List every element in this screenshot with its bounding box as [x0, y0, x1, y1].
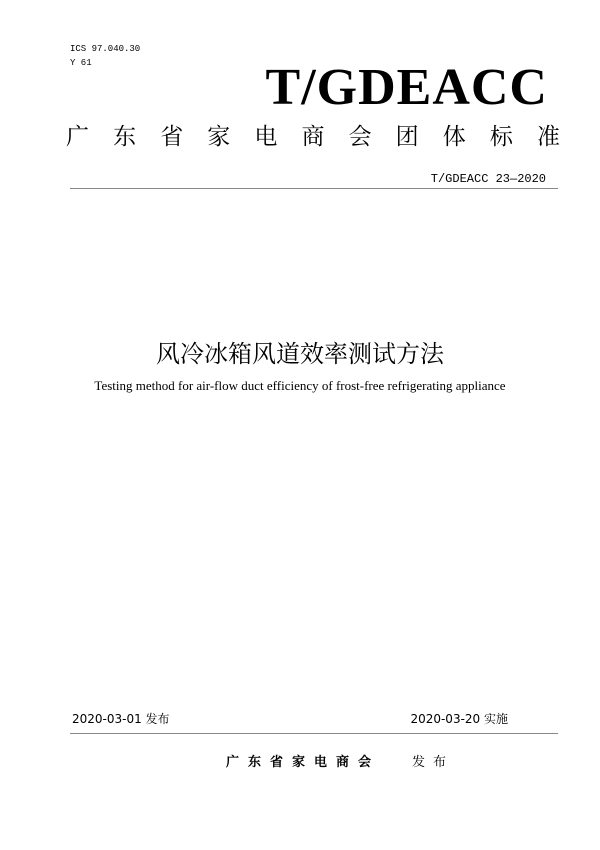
org-char: 会 [348, 124, 372, 150]
publish-date: 2020-03-01 发布 [72, 712, 170, 726]
publisher: 广东省家电商会 [226, 755, 381, 770]
org-char: 东 [113, 124, 137, 150]
footer-divider [70, 733, 558, 734]
implementation-date: 2020-03-20 实施 [410, 712, 508, 726]
org-char: 电 [254, 124, 278, 150]
org-char: 家 [207, 124, 231, 150]
document-subtitle-english: Testing method for air-flow duct efficiency of frost-free refrigerating appliance [94, 378, 506, 393]
organization-standard-title [66, 126, 560, 149]
org-char: 标 [489, 124, 513, 150]
org-char: 省 [160, 124, 184, 150]
org-char: 体 [442, 124, 466, 150]
standard-logo: T/GDEACC [265, 59, 548, 116]
header-divider [70, 188, 558, 189]
ics-code: ICS 97.040.30 [70, 44, 141, 54]
org-char: 团 [395, 124, 419, 150]
publish-label: 发布 [412, 755, 455, 770]
org-char: 广 [66, 124, 89, 150]
standard-number: T/GDEACC 23—2020 [430, 172, 546, 186]
classification-code: Y 61 [70, 58, 92, 68]
org-char: 准 [536, 124, 560, 150]
document-title: 风冷冰箱风道效率测试方法 [156, 340, 444, 368]
org-char: 商 [301, 124, 325, 150]
